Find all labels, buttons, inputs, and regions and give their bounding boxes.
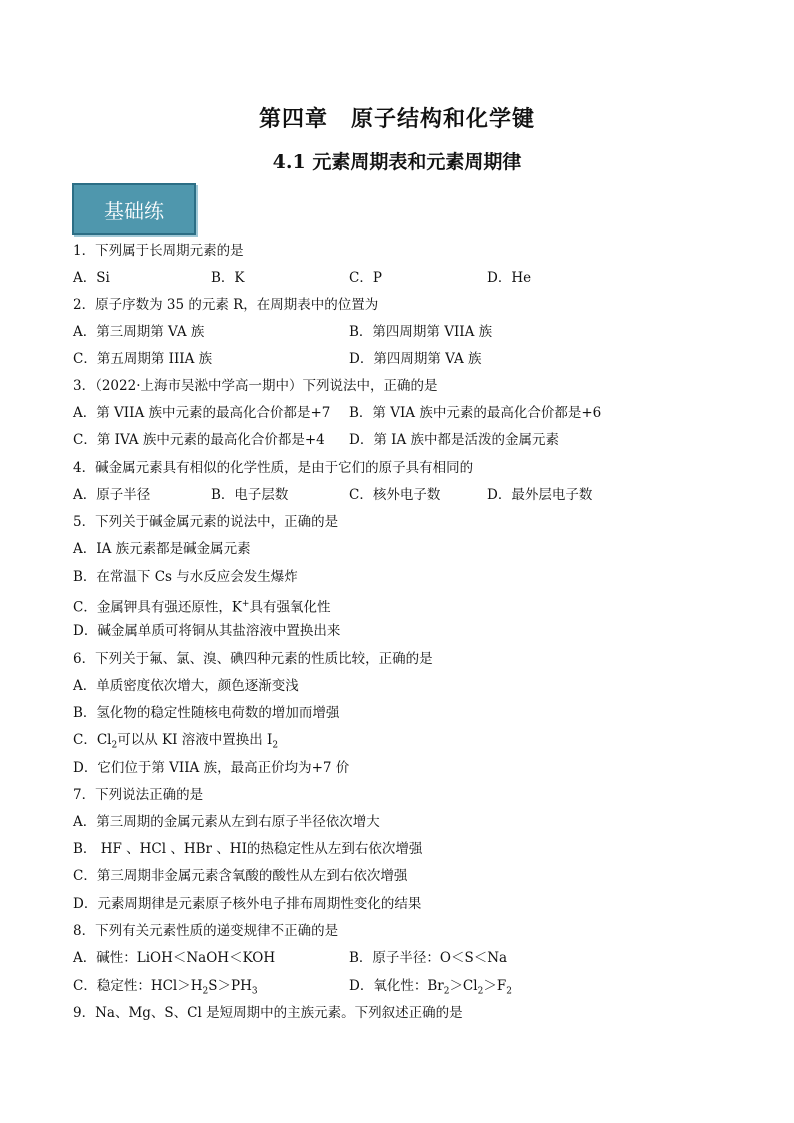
- q7-option-a: A．第三周期的金属元素从左到右原子半径依次增大: [73, 814, 380, 830]
- q1-option-d: D．He: [487, 270, 532, 286]
- q6-option-d: D．它们位于第 VIIA 族，最高正价均为+7 价: [73, 760, 350, 776]
- q8-option-c: C．稳定性：$HCl>H_2S>PH_3$: [73, 978, 258, 997]
- q4-stem: 4．碱金属元素具有相似的化学性质，是由于它们的原子具有相同的: [73, 460, 474, 476]
- q8-option-a: A．碱性：LiOH＜NaOH＜KOH: [73, 950, 276, 966]
- section-title: 4.1 元素周期表和元素周期律: [272, 151, 522, 173]
- q9-stem: 9．Na、Mg、S、Cl 是短周期中的主族元素。下列叙述正确的是: [73, 1005, 463, 1021]
- q2-option-c: C．第五周期第 IIIA 族: [73, 351, 213, 367]
- q5-option-a: A．IA 族元素都是碱金属元素: [73, 541, 251, 557]
- q1-option-c: C．P: [349, 270, 382, 286]
- q3-option-a: A．第 VIIA 族中元素的最高化合价都是+7: [73, 405, 331, 421]
- q8-option-b: B．原子半径：O＜S＜Na: [349, 950, 508, 966]
- q6-option-a: A．单质密度依次增大，颜色逐渐变浅: [73, 678, 299, 694]
- q2-option-b: B．第四周期第 VIIA 族: [349, 324, 493, 340]
- q4-option-b: B．电子层数: [211, 487, 289, 503]
- q3-option-d: D．第 IA 族中都是活泼的金属元素: [349, 432, 559, 448]
- q1-option-a: A．Si: [73, 270, 110, 286]
- q4-option-c: C．核外电子数: [349, 487, 441, 503]
- q3-option-c: C．第 IVA 族中元素的最高化合价都是+4: [73, 432, 325, 448]
- q4-option-d: D．最外层电子数: [487, 487, 593, 503]
- q8-stem: 8．下列有关元素性质的递变规律不正确的是: [73, 923, 339, 939]
- q3-option-b: B．第 VIA 族中元素的最高化合价都是+6: [349, 405, 602, 421]
- q7-option-b: B． HF 、HCl 、HBr 、HI的热稳定性从左到右依次增强: [73, 841, 423, 857]
- q6-option-b: B．氢化物的稳定性随核电荷数的增加而增强: [73, 705, 340, 721]
- q6-stem: 6．下列关于氟、氯、溴、碘四种元素的性质比较，正确的是: [73, 651, 433, 667]
- chapter-title: 第四章 原子结构和化学键: [258, 106, 535, 132]
- basic-practice-badge: 基础练: [72, 183, 196, 235]
- q6-option-c: C．$Cl_2$可以从 KI 溶液中置换出 $I_2$: [73, 732, 279, 751]
- q7-stem: 7．下列说法正确的是: [73, 787, 204, 803]
- q2-option-a: A．第三周期第 VA 族: [73, 324, 205, 340]
- q5-option-d: D．碱金属单质可将铜从其盐溶液中置换出来: [73, 623, 341, 639]
- q4-option-a: A．原子半径: [73, 487, 151, 503]
- q2-stem: 2．原子序数为 35 的元素 R，在周期表中的位置为: [73, 297, 379, 313]
- q5-option-b: B．在常温下 Cs 与水反应会发生爆炸: [73, 569, 298, 585]
- q7-option-c: C．第三周期非金属元素含氧酸的酸性从左到右依次增强: [73, 868, 408, 884]
- q8-option-d: D．氧化性：$Br_2>Cl_2>F_2$: [349, 978, 512, 997]
- q3-stem: 3．（2022·上海市吴淞中学高一期中）下列说法中，正确的是: [73, 378, 438, 394]
- q1-option-b: B．K: [211, 270, 245, 286]
- q7-option-d: D．元素周期律是元素原子核外电子排布周期性变化的结果: [73, 896, 422, 912]
- q1-stem: 1．下列属于长周期元素的是: [73, 243, 244, 259]
- q2-option-d: D．第四周期第 VA 族: [349, 351, 482, 367]
- q5-option-c: C．金属钾具有强还原性，K+具有强氧化性: [73, 599, 331, 616]
- q5-stem: 5．下列关于碱金属元素的说法中，正确的是: [73, 514, 339, 530]
